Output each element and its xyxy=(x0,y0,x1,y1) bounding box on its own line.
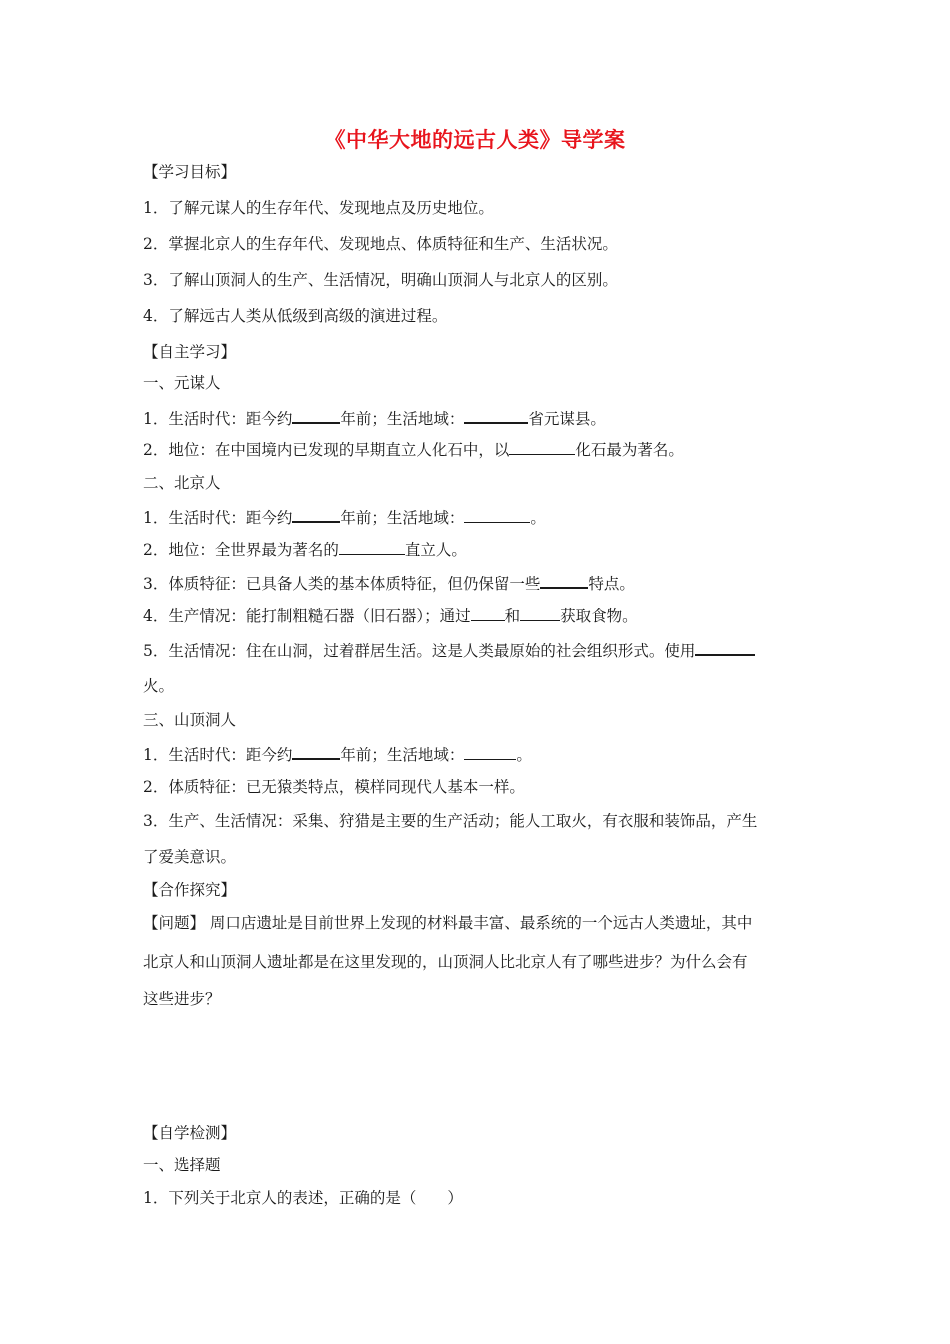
text: 年前；生活地域： xyxy=(340,410,465,428)
shandingdong-heading: 三、山顶洞人 xyxy=(143,711,237,729)
fill-blank[interactable] xyxy=(464,745,516,760)
goal-item: 3．了解山顶洞人的生产、生活情况，明确山顶洞人与北京人的区别。 xyxy=(143,271,618,289)
text: 年前；生活地域： xyxy=(340,746,465,764)
coop-question-line: 【问题】 周口店遗址是目前世界上发现的材料最丰富、最系统的一个远古人类遗址，其中 xyxy=(143,914,753,932)
beijing-heading: 二、北京人 xyxy=(143,474,221,492)
fill-blank[interactable] xyxy=(520,606,560,621)
fill-blank[interactable] xyxy=(292,408,340,424)
text: 年前；生活地域： xyxy=(340,509,465,527)
fill-blank[interactable] xyxy=(471,606,505,621)
fill-blank[interactable] xyxy=(292,507,340,523)
fill-blank[interactable] xyxy=(339,540,405,555)
beijing-line-2 xyxy=(143,540,467,560)
text: 特点。 xyxy=(588,575,635,593)
beijing-line-1 xyxy=(143,507,546,528)
yuanmou-line-1 xyxy=(143,408,606,429)
text: 和 xyxy=(504,607,521,625)
text: 获取食物。 xyxy=(560,607,638,625)
yuanmou-heading: 一、元谋人 xyxy=(143,374,221,392)
goal-item: 1．了解元谋人的生存年代、发现地点及历史地位。 xyxy=(143,199,494,217)
goal-item: 2．掌握北京人的生存年代、发现地点、体质特征和生产、生活状况。 xyxy=(143,235,618,253)
text: 5．生活情况：住在山洞，过着群居生活。这是人类最原始的社会组织形式。使用 xyxy=(143,642,696,660)
text: 省元谋县。 xyxy=(528,410,606,428)
fill-blank[interactable] xyxy=(464,408,528,424)
text: 2．地位：全世界最为著名的 xyxy=(143,541,339,559)
text: 化石最为著名。 xyxy=(575,441,684,459)
self-study-heading: 【自主学习】 xyxy=(143,343,237,361)
text: 。 xyxy=(530,509,546,527)
shandingdong-line-3-cont: 了爱美意识。 xyxy=(143,848,237,866)
fill-blank[interactable] xyxy=(292,744,340,760)
shandingdong-line-3: 3．生产、生活情况：采集、狩猎是主要的生产活动；能人工取火，有衣服和装饰品，产生 xyxy=(143,812,758,830)
text: 1．生活时代：距今约 xyxy=(143,746,293,764)
fill-blank[interactable] xyxy=(695,640,755,656)
text: 1．生活时代：距今约 xyxy=(143,410,293,428)
test-section: 一、选择题 xyxy=(143,1156,221,1174)
text: 。 xyxy=(516,746,532,764)
shandingdong-line-2: 2．体质特征：已无猿类特点，模样同现代人基本一样。 xyxy=(143,778,525,796)
fill-blank[interactable] xyxy=(509,440,575,455)
beijing-line-4 xyxy=(143,606,638,626)
yuanmou-line-2 xyxy=(143,440,684,460)
text: 直立人。 xyxy=(404,541,467,559)
fill-blank[interactable] xyxy=(540,573,588,589)
coop-question-line: 北京人和山顶洞人遗址都是在这里发现的，山顶洞人比北京人有了哪些进步？为什么会有 xyxy=(143,953,748,971)
test-heading: 【自学检测】 xyxy=(143,1124,237,1142)
page-title: 《中华大地的远古人类》导学案 xyxy=(324,128,626,152)
text: 4．生产情况：能打制粗糙石器（旧石器）；通过 xyxy=(143,607,471,625)
goals-heading: 【学习目标】 xyxy=(143,163,237,181)
test-question-1: 1．下列关于北京人的表述，正确的是（ ） xyxy=(143,1189,463,1207)
beijing-line-5 xyxy=(143,640,755,661)
coop-question-line: 这些进步？ xyxy=(143,990,221,1008)
coop-heading: 【合作探究】 xyxy=(143,881,237,899)
text: 2．地位：在中国境内已发现的早期直立人化石中，以 xyxy=(143,441,510,459)
fill-blank[interactable] xyxy=(464,508,530,523)
shandingdong-line-1 xyxy=(143,744,532,765)
goal-item: 4．了解远古人类从低级到高级的演进过程。 xyxy=(143,307,448,325)
beijing-line-5-cont: 火。 xyxy=(143,677,175,695)
text: 1．生活时代：距今约 xyxy=(143,509,293,527)
text: 3．体质特征：已具备人类的基本体质特征，但仍保留一些 xyxy=(143,575,541,593)
beijing-line-3 xyxy=(143,573,635,594)
